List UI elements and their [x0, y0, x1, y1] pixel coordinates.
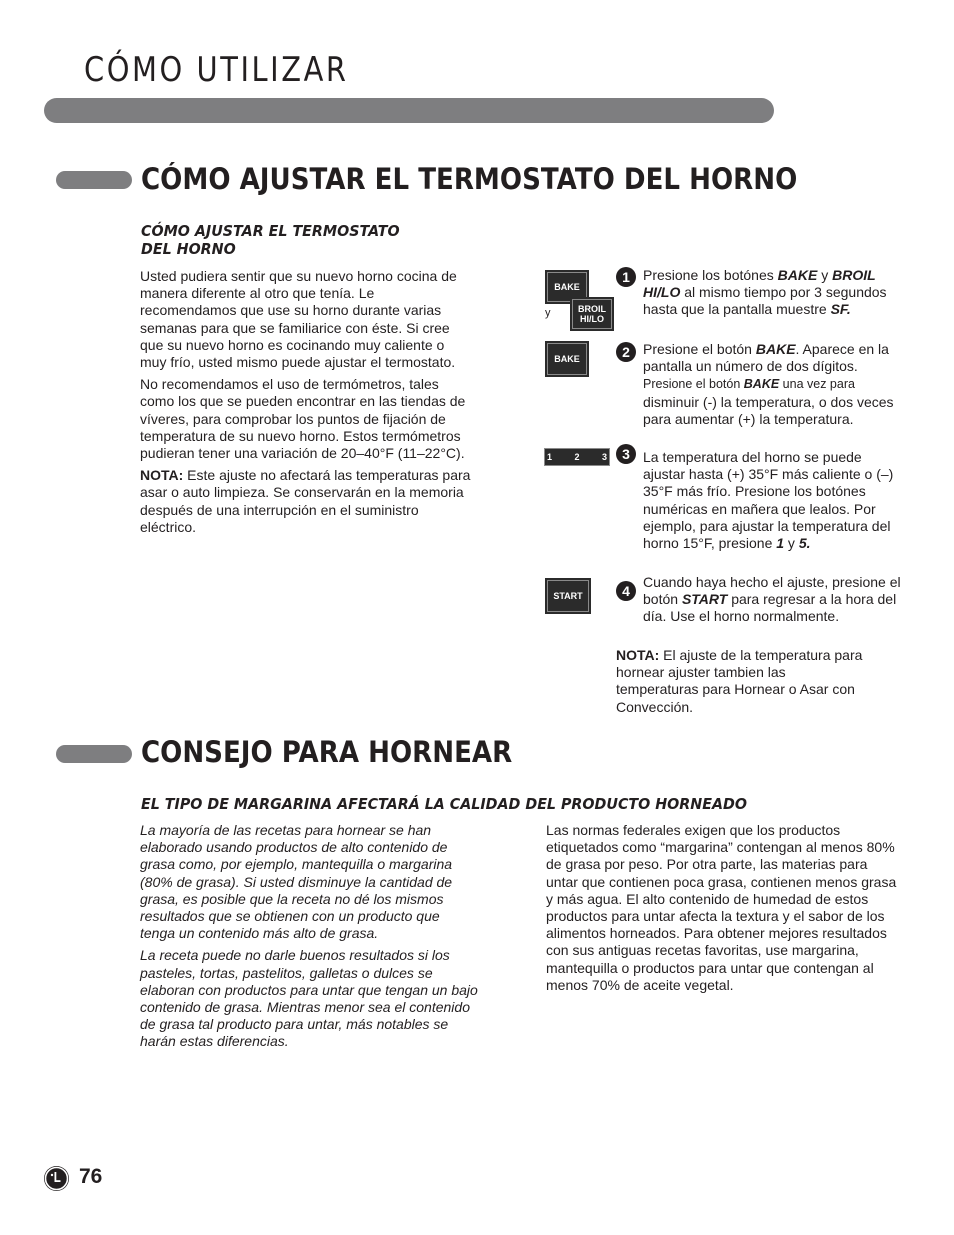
thermostat-intro-text — [140, 268, 472, 541]
page-number: 76 — [79, 1165, 103, 1188]
section-marker — [56, 171, 132, 189]
step-3-text: La temperatura del horno se puede ajustar hasta (+) 35°F más caliente o (–) 35°F más frío. Presione los botónes numéricas en mañera que lealos. Por ejemplo, para ajustar la temperatura del horno 15°F, presione 1 y 5. — [643, 449, 894, 552]
step-1-text: Presione los botónes BAKE y BROIL HI/LO al mismo tiempo por 3 segundos hasta que la pantalla muestre SF. — [643, 267, 887, 318]
chapter-title: CÓMO UTILIZAR — [84, 50, 349, 90]
paragraph: Usted pudiera sentir que su nuevo horno cocina de manera diferente al otro que tenía. Le recomendamos que use su horno durante varias semanas para que se familiarice con éste. Si cree que su nuevo horno es cocinando muy caliente o muy frío, usted mismo puede ajustar el termostato. — [140, 268, 457, 371]
step-number-2-icon: 2 — [616, 342, 636, 362]
bake-key-icon: BAKE — [545, 341, 589, 377]
step-number-3-icon: 3 — [616, 444, 636, 464]
lg-logo-icon — [44, 1166, 69, 1191]
paragraph: La receta puede no darle buenos resultados si los pasteles, tortas, pastelitos, galletas o dulces se elaboran con productos para untar que tengan un bajo contenido de grasa. Mientras menor sea el contenido de grasa tal producto para untar, más notables se harán estas diferencias. — [140, 947, 478, 1050]
convection-note: NOTA: El ajuste de la temperatura para hornear ajuster tambien las temperaturas para Hornear o Asar con Convección. — [616, 647, 863, 715]
section-title-baking-tips: CONSEJO PARA HORNEAR — [141, 735, 513, 769]
section-marker — [56, 745, 132, 763]
section-title-thermostat: CÓMO AJUSTAR EL TERMOSTATO DEL HORNO — [141, 162, 798, 196]
chapter-divider-bar — [44, 98, 774, 123]
paragraph: Las normas federales exigen que los productos etiquetados como “margarina” contengan al menos 80% de grasa por peso. Por otra parte, las materias para untar que contienen poca grasa, contienen menos grasa y más agua. El alto contenido de humedad de estos productos para untar afecta la textura y el sabor de los alimentos horneados. Para obtener mejores resultados con sus antiguas recetas favoritas, use margarina, mantequilla o productos para untar que contengan al menos 70% de aceite vegetal. — [546, 822, 897, 993]
step-number-4-icon: 4 — [616, 581, 636, 601]
step-2-text: Presione el botón BAKE. Aparece en la pantalla un número de dos dígitos. Presione el botón BAKE una vez para disminuir (-) la temperatura, o dos veces para aumentar (+) la temperatura. — [643, 341, 894, 427]
paragraph: La mayoría de las recetas para hornear se han elaborado usando productos de alto contenido de grasa como, por ejemplo, mantequilla o margarina (80% de grasa). Si usted disminuye la cantidad de grasa, es posible que la receta no dé los mismos resultados que se obtienen con un producto que tenga un contenido más alto de grasa. — [140, 822, 453, 942]
number-keys-icon: 1 2 3 — [544, 448, 610, 466]
step-4-text: Cuando haya hecho el ajuste, presione el botón START para regresar a la hora del día. Use el horno normalmente. — [643, 574, 901, 625]
margarine-left-text — [140, 822, 478, 1056]
and-label: y — [545, 307, 551, 319]
subtitle-margarine: EL TIPO DE MARGARINA AFECTARÁ LA CALIDAD DEL PRODUCTO HORNEADO — [141, 795, 747, 813]
margarine-right-text — [546, 822, 898, 999]
paragraph: No recomendamos el uso de termómetros, tales como los que se pueden encontrar en las tiendas de víveres, para comprobar los puntos de fijación de temperatura de su nuevo horno. Estos termómetros pudieran tener una variación de 20–40°F (11–22°C). — [140, 376, 466, 462]
start-key-icon: START — [545, 578, 591, 614]
broil-hilo-key-icon: BROIL HI/LO — [570, 297, 614, 331]
subtitle-thermostat: CÓMO AJUSTAR EL TERMOSTATO DEL HORNO — [141, 222, 400, 258]
bake-key-icon: BAKE — [545, 270, 589, 304]
step-number-1-icon: 1 — [616, 267, 636, 287]
note: NOTA: Este ajuste no afectará las temperaturas para asar o auto limpieza. Se conservarán en la memoria después de una interrupción en el suministro eléctrico. — [140, 467, 471, 535]
